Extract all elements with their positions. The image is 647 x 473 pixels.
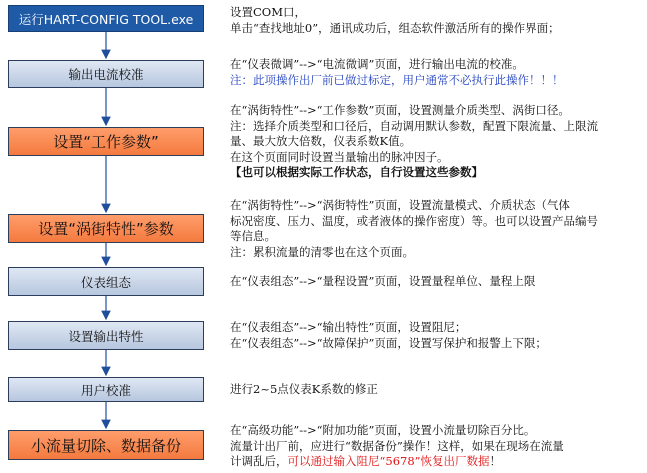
description-line: 量、最大放大倍数，仪表系数K值。 xyxy=(230,134,412,148)
description-line: 单击“查找地址0”，通讯成功后，组态软件激活所有的操作界面； xyxy=(230,20,560,35)
step-label: 用户校准 xyxy=(80,382,131,398)
description-line: 设置COM口， xyxy=(230,5,307,19)
description-2 xyxy=(230,57,640,88)
step-label: 设置“工作参数” xyxy=(53,133,159,151)
step-label: 仪表组态 xyxy=(80,274,131,290)
step-label: 运行HART-CONFIG TOOL.exe xyxy=(18,11,194,27)
description-note: 注：此项操作出厂前已做过标定，用户通常不必执行此操作！！！ xyxy=(230,72,564,87)
description-4 xyxy=(230,198,640,260)
description-line: 在“高级功能”-->“附加功能”页面，设置小流量切除百分比。 xyxy=(230,423,536,437)
description-line: 等信息。 xyxy=(230,229,276,243)
description-text: ！ xyxy=(489,454,502,468)
description-line: 在“仪表微调”-->“电流微调”页面，进行输出电流的校准。 xyxy=(230,57,524,71)
description-line: 注：累积流量的清零也在这个页面。 xyxy=(230,244,414,259)
step-label: 输出电流校准 xyxy=(68,67,144,82)
step-output-characteristics xyxy=(8,321,204,350)
description-line: 在“仪表组态”-->“故障保护”页面，设置写保护和报警上下限； xyxy=(230,335,547,350)
description-line: 标况密度、压力、温度，或者液体的操作密度）等。也可以设置产品编号 xyxy=(230,213,598,228)
step-run-config-tool xyxy=(8,5,204,32)
step-label: 小流量切除、数据备份 xyxy=(30,436,181,455)
step-label: 设置“涡街特性”参数 xyxy=(38,220,174,238)
step-label: 设置输出特性 xyxy=(68,328,144,344)
description-text: 计调乱后， xyxy=(230,454,288,468)
description-line: 进行2~5点仪表K系数的修正 xyxy=(230,382,378,396)
description-line: 在“仪表组态”-->“量程设置”页面，设置量程单位、量程上限 xyxy=(230,274,536,288)
step-vortex-characteristics xyxy=(8,214,204,243)
description-line: 注：选择介质类型和口径后，自动调用默认参数，配置下限流量、上限流 xyxy=(230,118,598,133)
description-line xyxy=(230,454,640,470)
description-1 xyxy=(230,5,640,36)
description-6 xyxy=(230,320,640,351)
description-line: 在“涡街特性”-->“工作参数”页面，设置测量介质类型、涡街口径。 xyxy=(230,103,570,117)
step-low-flow-cutoff-backup xyxy=(8,430,204,460)
description-7 xyxy=(230,382,640,398)
description-line: 流量计出厂前，应进行“数据备份”操作！这样，如果在现场在流量 xyxy=(230,438,564,453)
description-line: 在这个页面同时设置当量输出的脉冲因子。 xyxy=(230,149,449,164)
step-instrument-configuration xyxy=(8,267,204,296)
step-work-parameters xyxy=(8,127,204,156)
description-5 xyxy=(230,274,640,290)
step-output-current-calibration xyxy=(8,60,204,88)
restore-hint: 可以通过输入阻尼“5678”恢复出厂数据 xyxy=(287,454,490,468)
description-line: 在“仪表组态”-->“输出特性”页面，设置阻尼； xyxy=(230,320,467,334)
description-8 xyxy=(230,423,640,470)
description-line: 【也可以根据实际工作状态，自行设置这些参数】 xyxy=(230,165,483,179)
description-line: 在“涡街特性”-->“涡街特性”页面，设置流量模式、介质状态（气体 xyxy=(230,198,570,212)
step-user-calibration xyxy=(8,377,204,402)
description-3 xyxy=(230,103,640,181)
